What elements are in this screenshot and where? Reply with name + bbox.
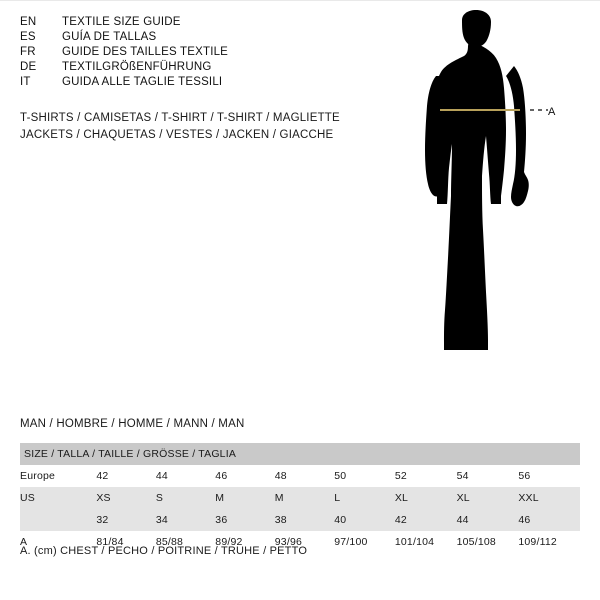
table-cell: 50 — [334, 465, 395, 487]
size-table — [20, 443, 580, 553]
table-cell: 42 — [395, 509, 457, 531]
language-row — [20, 16, 228, 31]
table-cell: 93/96 — [275, 531, 334, 553]
table-cell: 44 — [156, 465, 215, 487]
table-cell: XL — [395, 487, 457, 509]
table-cell: 52 — [395, 465, 457, 487]
table-cell: 38 — [275, 509, 334, 531]
table-cell: 54 — [457, 465, 519, 487]
language-title-table — [20, 16, 228, 91]
row-label: Europe — [20, 465, 96, 487]
table-cell: 109/112 — [518, 531, 580, 553]
table-cell: 32 — [96, 509, 155, 531]
language-title: GUÍA DE TALLAS — [62, 31, 157, 43]
silhouette-svg — [400, 10, 590, 400]
table-cell: 85/88 — [156, 531, 215, 553]
group-title-man: MAN / HOMBRE / HOMME / MANN / MAN — [20, 418, 245, 430]
category-line-jackets: JACKETS / CHAQUETAS / VESTES / JACKEN / GIACCHE — [20, 129, 334, 141]
table-cell: 36 — [215, 509, 274, 531]
language-row — [20, 61, 228, 76]
table-cell: M — [275, 487, 334, 509]
table-cell: 89/92 — [215, 531, 274, 553]
language-code: ES — [20, 31, 36, 43]
table-cell: 101/104 — [395, 531, 457, 553]
language-row — [20, 76, 228, 91]
language-code: EN — [20, 16, 37, 28]
language-code: FR — [20, 46, 36, 58]
language-row — [20, 46, 228, 61]
language-title: TEXTILGRÖßENFÜHRUNG — [62, 61, 212, 73]
table-cell: 46 — [215, 465, 274, 487]
table-cell: 81/84 — [96, 531, 155, 553]
table-cell: 46 — [518, 509, 580, 531]
table-cell: M — [215, 487, 274, 509]
top-divider — [0, 0, 600, 1]
table-cell: 48 — [275, 465, 334, 487]
table-cell: XS — [96, 487, 155, 509]
table-cell: 40 — [334, 509, 395, 531]
language-code: IT — [20, 76, 31, 88]
table-cell: 42 — [96, 465, 155, 487]
table-cell: 97/100 — [334, 531, 395, 553]
language-code: DE — [20, 61, 37, 73]
measure-label-a: A — [548, 106, 556, 118]
table-cell: 56 — [518, 465, 580, 487]
language-title: GUIDA ALLE TAGLIE TESSILI — [62, 76, 223, 88]
table-header-row — [20, 443, 580, 465]
row-label: US — [20, 487, 96, 509]
table-row — [20, 509, 580, 531]
table-cell: XXL — [518, 487, 580, 509]
row-label — [20, 509, 96, 531]
table-cell: 44 — [457, 509, 519, 531]
table-row — [20, 465, 580, 487]
body-silhouette-figure — [400, 10, 590, 400]
language-title: TEXTILE SIZE GUIDE — [62, 16, 181, 28]
table-cell: S — [156, 487, 215, 509]
category-line-tshirts: T-SHIRTS / CAMISETAS / T-SHIRT / T-SHIRT / MAGLIETTE — [20, 112, 340, 124]
table-cell: 34 — [156, 509, 215, 531]
row-label: A — [20, 531, 96, 553]
footnote-chest-measure: A. (cm) CHEST / PECHO / POITRINE / TRUHE / PETTO — [20, 545, 308, 557]
table-cell: XL — [457, 487, 519, 509]
table-cell: 105/108 — [457, 531, 519, 553]
table-header-label: SIZE / TALLA / TAILLE / GRÖSSE / TAGLIA — [20, 443, 580, 465]
language-title: GUIDE DES TAILLES TEXTILE — [62, 46, 229, 58]
table-row — [20, 487, 580, 509]
category-list — [20, 110, 340, 144]
language-row — [20, 31, 228, 46]
table-cell: L — [334, 487, 395, 509]
